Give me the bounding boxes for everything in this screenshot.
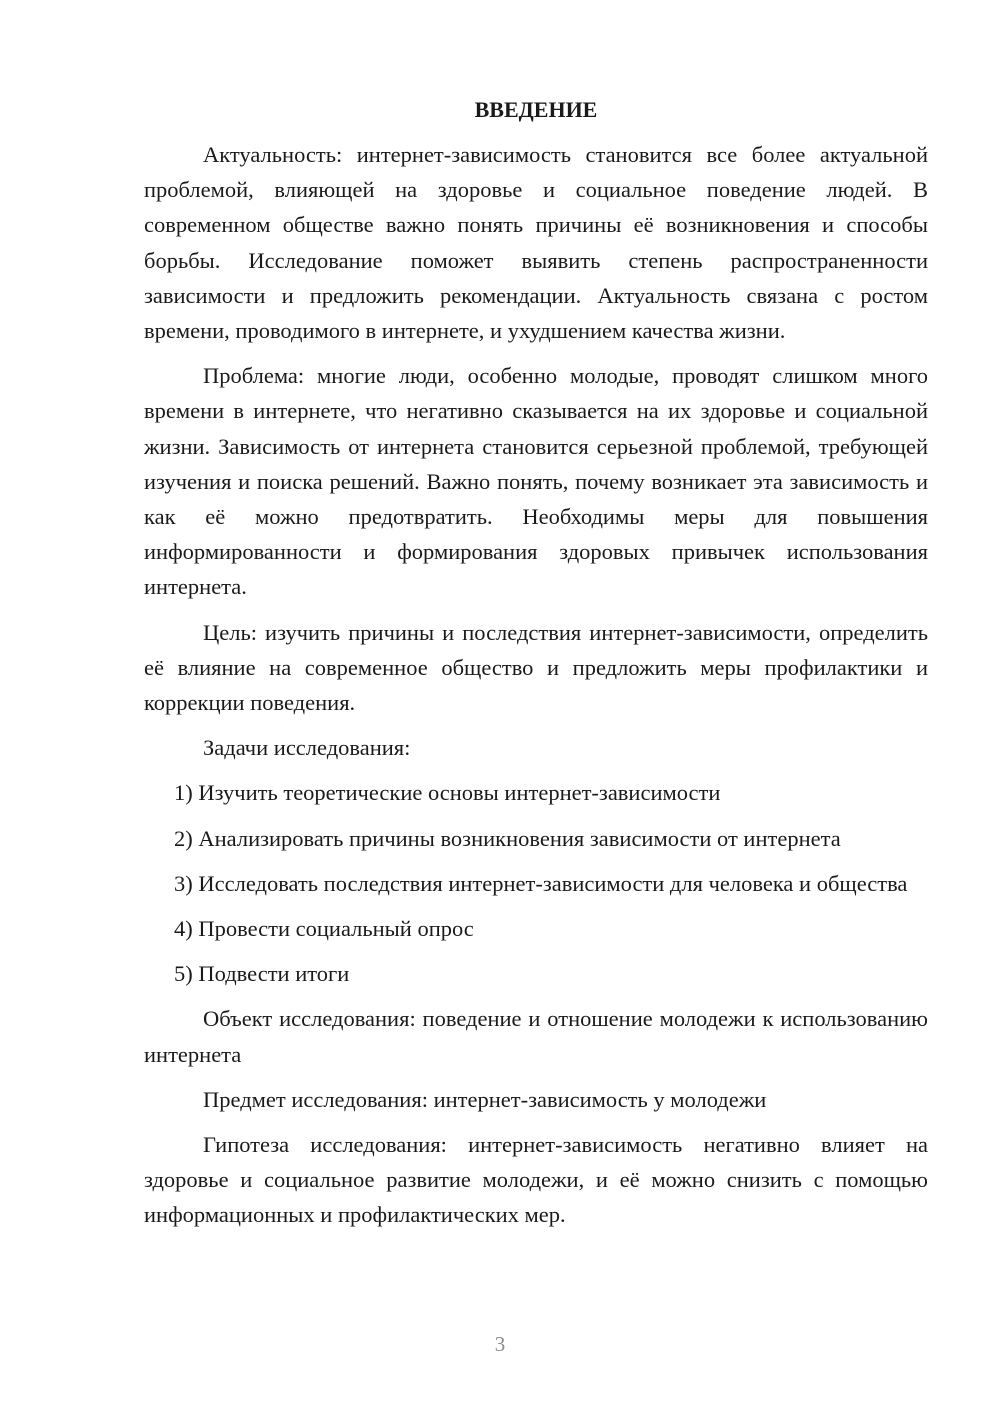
task-item-1: 1) Изучить теоретические основы интернет-зависимости bbox=[174, 780, 721, 806]
goal-paragraph: Цель: изучить причины и последствия интернет-зависимости, определить её влияние на современное общество и предложить меры профилактики и коррекции поведения. bbox=[144, 619, 928, 716]
object-paragraph: Объект исследования: поведение и отношение молодежи к использованию интернета bbox=[144, 1006, 928, 1067]
task-item-3: 3) Исследовать последствия интернет-зависимости для человека и общества bbox=[174, 870, 908, 896]
subject-paragraph: Предмет исследования: интернет-зависимость у молодежи bbox=[203, 1086, 767, 1112]
task-item-4: 4) Провести социальный опрос bbox=[174, 916, 474, 942]
relevance-paragraph: Актуальность: интернет-зависимость становится все более актуальной проблемой, влияющей на здоровье и социальное поведение людей. В современном обществе важно понять причины её возникновения и способы борьбы. Исследование поможет выявить степень распространенности зависимости и предложить рекомендации. Актуальность связана с ростом времени, проводимого в интернете, и ухудшением качества жизни. bbox=[144, 142, 928, 344]
hypothesis-paragraph: Гипотеза исследования: интернет-зависимость негативно влияет на здоровье и социальное развитие молодежи, и её можно снизить с помощью информационных и профилактических мер. bbox=[144, 1132, 928, 1228]
task-item-5: 5) Подвести итоги bbox=[174, 961, 350, 987]
tasks-heading: Задачи исследования: bbox=[203, 735, 411, 761]
page-number: 3 bbox=[494, 1332, 506, 1356]
problem-paragraph: Проблема: многие люди, особенно молодые, проводят слишком много времени в интернете, что негативно сказывается на их здоровье и социальной жизни. Зависимость от интернета становится серьезной проблемой, требующей изучения и поиска решений. Важно понять, почему возникает эта зависимость и как её можно предотвратить. Необходимы меры для повышения информированности и формирования здоровых привычек использования интернета. bbox=[144, 363, 928, 600]
task-item-2: 2) Анализировать причины возникновения зависимости от интернета bbox=[174, 825, 841, 851]
document-page bbox=[144, 92, 928, 1243]
page-title: ВВЕДЕНИЕ bbox=[474, 97, 598, 122]
